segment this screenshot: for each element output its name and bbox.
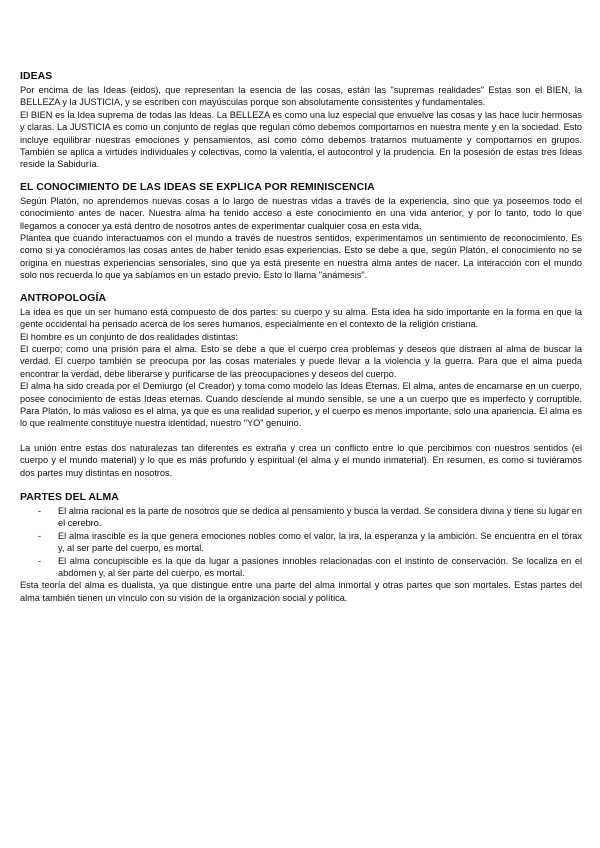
paragraph: El BIEN es la Idea suprema de todas las Ideas. La BELLEZA es como una luz especial que envuelve las cosas y las hace lucir hermosas y claras. La JUSTICIA es como un conjunto de reglas que regulan cómo debemos comportarnos en nuestra mente y en la sociedad. Esto incluye equilibrar nuestras emociones y pensamientos, así como cómo debemos tratarnos mutuamente y comportarnos en grupos. También se aplica a virtudes individuales y colectivas, como la valentía, el autocontrol y la prudencia. En la posesión de estas tres Ideas reside la Sabiduría. — [20, 109, 582, 170]
document-page — [20, 70, 582, 604]
bullet-dash: - — [38, 505, 42, 516]
bullet-dash: - — [38, 530, 42, 541]
section-partes-del-alma — [20, 491, 582, 604]
list-item-text: El alma racional es la parte de nosotros que se dedica al pensamiento y busca la verdad. Se considera divina y tiene su lugar en el cerebro. — [58, 505, 582, 529]
list-item-text: El alma concupiscible es la que da lugar a pasiones innobles relacionadas con el instinto de conservación. Se localiza en el abdomen y, al ser parte del cuerpo, es mortal. — [58, 555, 582, 578]
paragraph: El alma ha sido creada por el Demiurgo (el Creador) y toma como modelo las Ideas Eternas. El alma, antes de encarnarse en un cuerpo, posee conocimiento de estas Ideas eternas. Cuando desciende al mundo sensible, se une a un cuerpo que es imperfecto y corruptible. Para Platón, lo más valioso es el alma, ya que es una realidad superior, y el cuerpo es menos importante, solo una apariencia. El alma es lo que realmente constituye nuestra identidad, nuestro "YO" genuino. — [20, 381, 582, 429]
section-reminiscencia — [20, 181, 582, 282]
paragraph: La idea es que un ser humano está compuesto de dos partes: su cuerpo y su alma. Esta idea ha sido importante en la forma en que la gente occidental ha pensado acerca de los seres humanos, especialmente en el contexto de la religión cristiana. — [20, 306, 582, 330]
list-item — [20, 505, 582, 530]
paragraph: Según Platón, no aprendemos nuevas cosas a lo largo de nuestras vidas a través de la experiencia, sino que ya poseemos todo el conocimiento antes de nacer. Nuestra alma ha tenido acceso a este conocimiento en una vida anterior, y por lo tanto, todo lo que llegamos a conocer ya está dentro de nosotros antes de experimentar cualquier cosa en esta vida. — [20, 195, 582, 231]
section-ideas — [20, 70, 582, 171]
paragraph: La unión entre estas dos naturalezas tan diferentes es extraña y crea un conflicto entre lo que percibimos con nuestros sentidos (el cuerpo y el mundo material) y lo que es más profundo y espiritual (el alma y el mundo inmaterial). En resumen, es como si tuviéramos dos partes muy distintas en nosotros. — [20, 442, 582, 478]
section-title: ANTROPOLOGÍA — [20, 292, 107, 304]
paragraph: Por encima de las Ideas (eidos), que representan la esencia de las cosas, están las "supremas realidades" Estas son el BIEN, la BELLEZA y la JUSTICIA, y se escriben con mayúsculas porque son absolutamente consistentes y fundamentales. — [20, 85, 582, 108]
paragraph: Plantea que cuando interactuamos con el mundo a través de nuestros sentidos, experimentamos un sentimiento de reconocimiento. Es como si ya conociéramos las cosas antes de haber tenido esas experiencias. Esto se debe a que, según Platón, el conocimiento no se origina en nuestras experiencias sensoriales, sino que ya está presente en nuestra alma antes de nacer. La interacción con el mundo solo nos recuerda lo que ya sabíamos en un estado previo. Esto lo llama "anámesis". — [20, 233, 582, 281]
bullet-list — [20, 505, 582, 579]
paragraph: Esta teoría del alma es dualista, ya que distingue entre una parte del alma inmortal y otras partes que son mortales. Estas partes del alma también tienen un vínculo con su visión de la organización social y política. — [20, 580, 582, 603]
section-title: PARTES DEL ALMA — [20, 491, 119, 503]
list-item — [20, 530, 582, 555]
section-title: IDEAS — [20, 71, 53, 82]
list-item-text: El alma irascible es la que genera emociones nobles como el valor, la ira, la esperanza y la ambición. Se encuentra en el tórax y, al ser parte del cuerpo, es mortal. — [58, 530, 582, 554]
section-title: EL CONOCIMIENTO DE LAS IDEAS SE EXPLICA POR REMINISCENCIA — [20, 181, 375, 193]
bullet-dash: - — [38, 555, 42, 566]
paragraph: El cuerpo; como una prisión para el alma. Esto se debe a que el cuerpo crea problemas y deseos que distraen al alma de buscar la verdad. El cuerpo también se preocupa por las cosas materiales y puede llevar a la violencia y la guerra. Para que el alma pueda encontrar la verdad, debe liberarse y purificarse de las preocupaciones y deseos del cuerpo. — [20, 343, 582, 379]
paragraph: El hombre es un conjunto de dos realidades distintas: — [20, 331, 239, 342]
section-antropologia — [20, 292, 582, 479]
list-item — [20, 555, 582, 580]
